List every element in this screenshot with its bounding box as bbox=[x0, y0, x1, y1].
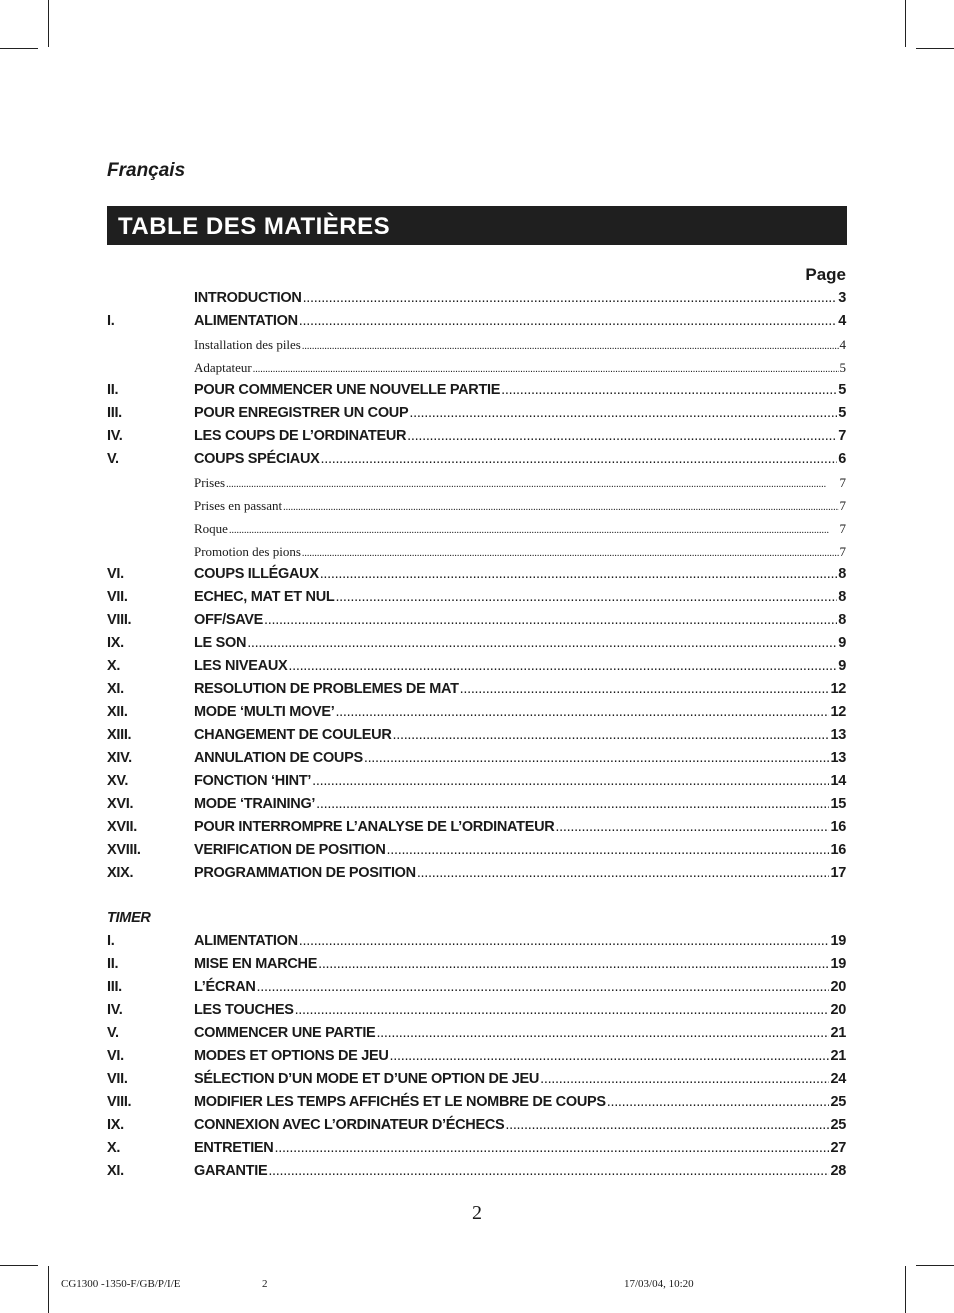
toc-subentry bbox=[107, 540, 846, 563]
entry-page: 7 bbox=[839, 521, 846, 536]
entry-title: INTRODUCTION bbox=[194, 290, 302, 306]
toc-entry bbox=[107, 839, 846, 862]
dot-leader bbox=[303, 287, 838, 310]
language-heading: Français bbox=[107, 160, 186, 181]
toc-entry bbox=[107, 1114, 846, 1137]
dot-leader bbox=[320, 563, 838, 586]
dot-leader bbox=[390, 1045, 830, 1068]
entry-page: 24 bbox=[830, 1071, 846, 1087]
dot-leader bbox=[607, 1091, 830, 1114]
table-of-contents bbox=[107, 287, 846, 1183]
toc-entry bbox=[107, 379, 846, 402]
entry-page: 7 bbox=[838, 428, 846, 444]
toc-entry bbox=[107, 747, 846, 770]
entry-page: 12 bbox=[830, 681, 846, 697]
dot-leader bbox=[555, 816, 829, 839]
entry-title: LE SON bbox=[194, 635, 247, 651]
entry-page: 19 bbox=[830, 933, 846, 949]
toc-entry bbox=[107, 609, 846, 632]
footer-code: CG1300 -1350-F/GB/P/I/E bbox=[61, 1278, 181, 1290]
dot-leader bbox=[387, 839, 830, 862]
toc-entry bbox=[107, 1068, 846, 1091]
entry-page: 25 bbox=[830, 1094, 846, 1110]
dot-leader bbox=[253, 356, 839, 381]
entry-number: XVII. bbox=[107, 819, 137, 835]
entry-title: ALIMENTATION bbox=[194, 313, 298, 329]
entry-number: IX. bbox=[107, 1117, 124, 1133]
entry-page: 13 bbox=[830, 750, 846, 766]
entry-page: 5 bbox=[838, 405, 846, 421]
entry-page: 21 bbox=[830, 1048, 846, 1064]
entry-page: 7 bbox=[839, 475, 846, 490]
toc-entry bbox=[107, 724, 846, 747]
entry-number: XIII. bbox=[107, 727, 132, 743]
toc-entry bbox=[107, 976, 846, 999]
entry-number: I. bbox=[107, 313, 115, 329]
dot-leader bbox=[318, 953, 829, 976]
toc-entry bbox=[107, 701, 846, 724]
crop-mark bbox=[48, 0, 49, 47]
entry-title: L’ÉCRAN bbox=[194, 979, 256, 995]
dot-leader bbox=[268, 1160, 829, 1183]
entry-title: ALIMENTATION bbox=[194, 933, 298, 949]
entry-page: 6 bbox=[838, 451, 846, 467]
toc-entry bbox=[107, 655, 846, 678]
toc-subentry bbox=[107, 494, 846, 517]
entry-title: SÉLECTION D’UN MODE ET D’UNE OPTION DE JEU bbox=[194, 1071, 540, 1087]
entry-page: 20 bbox=[830, 979, 846, 995]
entry-title: LES COUPS DE L’ORDINATEUR bbox=[194, 428, 407, 444]
entry-page: 5 bbox=[839, 360, 846, 375]
entry-title: CONNEXION AVEC L’ORDINATEUR D’ÉCHECS bbox=[194, 1117, 505, 1133]
entry-page: 7 bbox=[839, 498, 846, 513]
entry-number: XI. bbox=[107, 1163, 124, 1179]
dot-leader bbox=[264, 609, 837, 632]
entry-number: I. bbox=[107, 933, 115, 949]
entry-page: 9 bbox=[838, 658, 846, 674]
entry-number: V. bbox=[107, 451, 119, 467]
entry-page: 16 bbox=[830, 819, 846, 835]
toc-entry bbox=[107, 816, 846, 839]
entry-number: IV. bbox=[107, 1002, 123, 1018]
entry-number: IV. bbox=[107, 428, 123, 444]
entry-number: XV. bbox=[107, 773, 129, 789]
entry-page: 12 bbox=[830, 704, 846, 720]
entry-title: MODIFIER LES TEMPS AFFICHÉS ET LE NOMBRE DE COUPS bbox=[194, 1094, 606, 1110]
entry-title: MODE ‘TRAINING’ bbox=[194, 796, 316, 812]
toc-entry bbox=[107, 862, 846, 885]
entry-title: OFF/SAVE bbox=[194, 612, 264, 628]
toc-entry bbox=[107, 287, 846, 310]
dot-leader bbox=[299, 930, 830, 953]
dot-leader bbox=[316, 793, 829, 816]
entry-number: III. bbox=[107, 405, 122, 421]
entry-page: 20 bbox=[830, 1002, 846, 1018]
entry-title: VERIFICATION DE POSITION bbox=[194, 842, 386, 858]
toc-entry bbox=[107, 425, 846, 448]
entry-title: POUR COMMENCER UNE NOUVELLE PARTIE bbox=[194, 382, 501, 398]
entry-page: 13 bbox=[830, 727, 846, 743]
dot-leader bbox=[417, 862, 830, 885]
entry-title: COUPS SPÉCIAUX bbox=[194, 451, 320, 467]
entry-number: VII. bbox=[107, 589, 128, 605]
entry-title: GARANTIE bbox=[194, 1163, 268, 1179]
toc-subentry bbox=[107, 517, 846, 540]
dot-leader bbox=[335, 586, 837, 609]
dot-leader bbox=[409, 402, 837, 425]
dot-leader bbox=[295, 999, 830, 1022]
entry-title: POUR INTERROMPRE L’ANALYSE DE L’ORDINATEUR bbox=[194, 819, 555, 835]
entry-number: II. bbox=[107, 382, 119, 398]
toc-entry bbox=[107, 999, 846, 1022]
entry-title: COMMENCER UNE PARTIE bbox=[194, 1025, 376, 1041]
crop-mark bbox=[48, 1266, 49, 1313]
entry-page: 15 bbox=[830, 796, 846, 812]
entry-title: FONCTION ‘HINT’ bbox=[194, 773, 312, 789]
entry-title: MISE EN MARCHE bbox=[194, 956, 318, 972]
entry-title: COUPS ILLÉGAUX bbox=[194, 566, 319, 582]
toc-entry bbox=[107, 930, 846, 953]
dot-leader bbox=[257, 976, 830, 999]
footer-page: 2 bbox=[262, 1278, 268, 1290]
dot-leader bbox=[274, 1137, 829, 1160]
dot-leader bbox=[302, 333, 839, 358]
toc-entry bbox=[107, 448, 846, 471]
toc-subentry bbox=[107, 356, 846, 379]
entry-number: IX. bbox=[107, 635, 124, 651]
dot-leader bbox=[299, 310, 837, 333]
dot-leader bbox=[247, 632, 837, 655]
entry-number: V. bbox=[107, 1025, 119, 1041]
entry-title: Promotion des pions bbox=[194, 544, 301, 559]
entry-title: MODE ‘MULTI MOVE’ bbox=[194, 704, 335, 720]
entry-title: LES NIVEAUX bbox=[194, 658, 288, 674]
entry-page: 3 bbox=[838, 290, 846, 306]
dot-leader bbox=[335, 701, 829, 724]
entry-title: Roque bbox=[194, 521, 228, 536]
dot-leader bbox=[376, 1022, 829, 1045]
dot-leader bbox=[283, 494, 838, 519]
dot-leader bbox=[321, 448, 838, 471]
crop-mark bbox=[0, 1265, 38, 1266]
dot-leader bbox=[460, 678, 830, 701]
entry-number: VIII. bbox=[107, 1094, 132, 1110]
toc-entry bbox=[107, 632, 846, 655]
toc-entry bbox=[107, 1091, 846, 1114]
entry-page: 21 bbox=[830, 1025, 846, 1041]
crop-mark bbox=[916, 48, 954, 49]
entry-title: POUR ENREGISTRER UN COUP bbox=[194, 405, 409, 421]
entry-number: X. bbox=[107, 1140, 121, 1156]
dot-leader bbox=[226, 471, 838, 496]
entry-page: 9 bbox=[838, 635, 846, 651]
entry-number: XVI. bbox=[107, 796, 134, 812]
toc-entry bbox=[107, 953, 846, 976]
toc-entry bbox=[107, 563, 846, 586]
entry-title: MODES ET OPTIONS DE JEU bbox=[194, 1048, 389, 1064]
timer-section-heading: TIMER bbox=[107, 910, 151, 926]
entry-page: 7 bbox=[839, 544, 846, 559]
dot-leader bbox=[312, 770, 829, 793]
toc-entry bbox=[107, 586, 846, 609]
entry-number: X. bbox=[107, 658, 121, 674]
entry-page: 8 bbox=[838, 589, 846, 605]
entry-title: Installation des piles bbox=[194, 337, 301, 352]
toc-entry bbox=[107, 310, 846, 333]
entry-title: RESOLUTION DE PROBLEMES DE MAT bbox=[194, 681, 459, 697]
dot-leader bbox=[229, 517, 839, 542]
page-column-label: Page bbox=[805, 265, 846, 284]
entry-number: XII. bbox=[107, 704, 128, 720]
crop-mark bbox=[0, 48, 38, 49]
dot-leader bbox=[505, 1114, 829, 1137]
entry-page: 16 bbox=[830, 842, 846, 858]
toc-entry bbox=[107, 1022, 846, 1045]
toc-entry bbox=[107, 793, 846, 816]
footer-datetime: 17/03/04, 10:20 bbox=[624, 1278, 694, 1290]
entry-page: 14 bbox=[830, 773, 846, 789]
crop-mark bbox=[905, 1266, 906, 1313]
entry-page: 19 bbox=[830, 956, 846, 972]
crop-mark bbox=[905, 0, 906, 47]
toc-subentry bbox=[107, 333, 846, 356]
entry-page: 8 bbox=[838, 612, 846, 628]
entry-page: 25 bbox=[830, 1117, 846, 1133]
page-number: 2 bbox=[472, 1202, 482, 1224]
entry-number: XIX. bbox=[107, 865, 134, 881]
entry-page: 4 bbox=[839, 337, 846, 352]
toc-subentry bbox=[107, 471, 846, 494]
entry-title: ENTRETIEN bbox=[194, 1140, 274, 1156]
entry-title: Adaptateur bbox=[194, 360, 252, 375]
entry-title: ANNULATION DE COUPS bbox=[194, 750, 363, 766]
entry-number: VII. bbox=[107, 1071, 128, 1087]
entry-title: LES TOUCHES bbox=[194, 1002, 294, 1018]
entry-number: XIV. bbox=[107, 750, 132, 766]
dot-leader bbox=[288, 655, 837, 678]
entry-number: VIII. bbox=[107, 612, 132, 628]
entry-number: II. bbox=[107, 956, 119, 972]
dot-leader bbox=[407, 425, 837, 448]
dot-leader bbox=[393, 724, 830, 747]
toc-entry bbox=[107, 1137, 846, 1160]
toc-title-bar bbox=[107, 206, 847, 245]
entry-number: XVIII. bbox=[107, 842, 141, 858]
entry-number: III. bbox=[107, 979, 122, 995]
entry-number: VI. bbox=[107, 566, 124, 582]
crop-mark bbox=[916, 1265, 954, 1266]
entry-number: VI. bbox=[107, 1048, 124, 1064]
entry-page: 4 bbox=[838, 313, 846, 329]
entry-title: ECHEC, MAT ET NUL bbox=[194, 589, 335, 605]
entry-page: 27 bbox=[830, 1140, 846, 1156]
entry-page: 28 bbox=[830, 1163, 846, 1179]
toc-entry bbox=[107, 678, 846, 701]
entry-page: 5 bbox=[838, 382, 846, 398]
dot-leader bbox=[302, 540, 839, 565]
entry-title: PROGRAMMATION DE POSITION bbox=[194, 865, 416, 881]
entry-title: CHANGEMENT DE COULEUR bbox=[194, 727, 392, 743]
toc-title: TABLE DES MATIÈRES bbox=[118, 213, 391, 240]
toc-entry bbox=[107, 1045, 846, 1068]
entry-title: Prises bbox=[194, 475, 226, 490]
entry-number: XI. bbox=[107, 681, 124, 697]
entry-page: 17 bbox=[830, 865, 846, 881]
toc-entry bbox=[107, 402, 846, 425]
entry-title: Prises en passant bbox=[194, 498, 283, 513]
toc-entry bbox=[107, 770, 846, 793]
dot-leader bbox=[364, 747, 830, 770]
dot-leader bbox=[540, 1068, 829, 1091]
entry-page: 8 bbox=[838, 566, 846, 582]
toc-entry bbox=[107, 1160, 846, 1183]
dot-leader bbox=[501, 379, 837, 402]
